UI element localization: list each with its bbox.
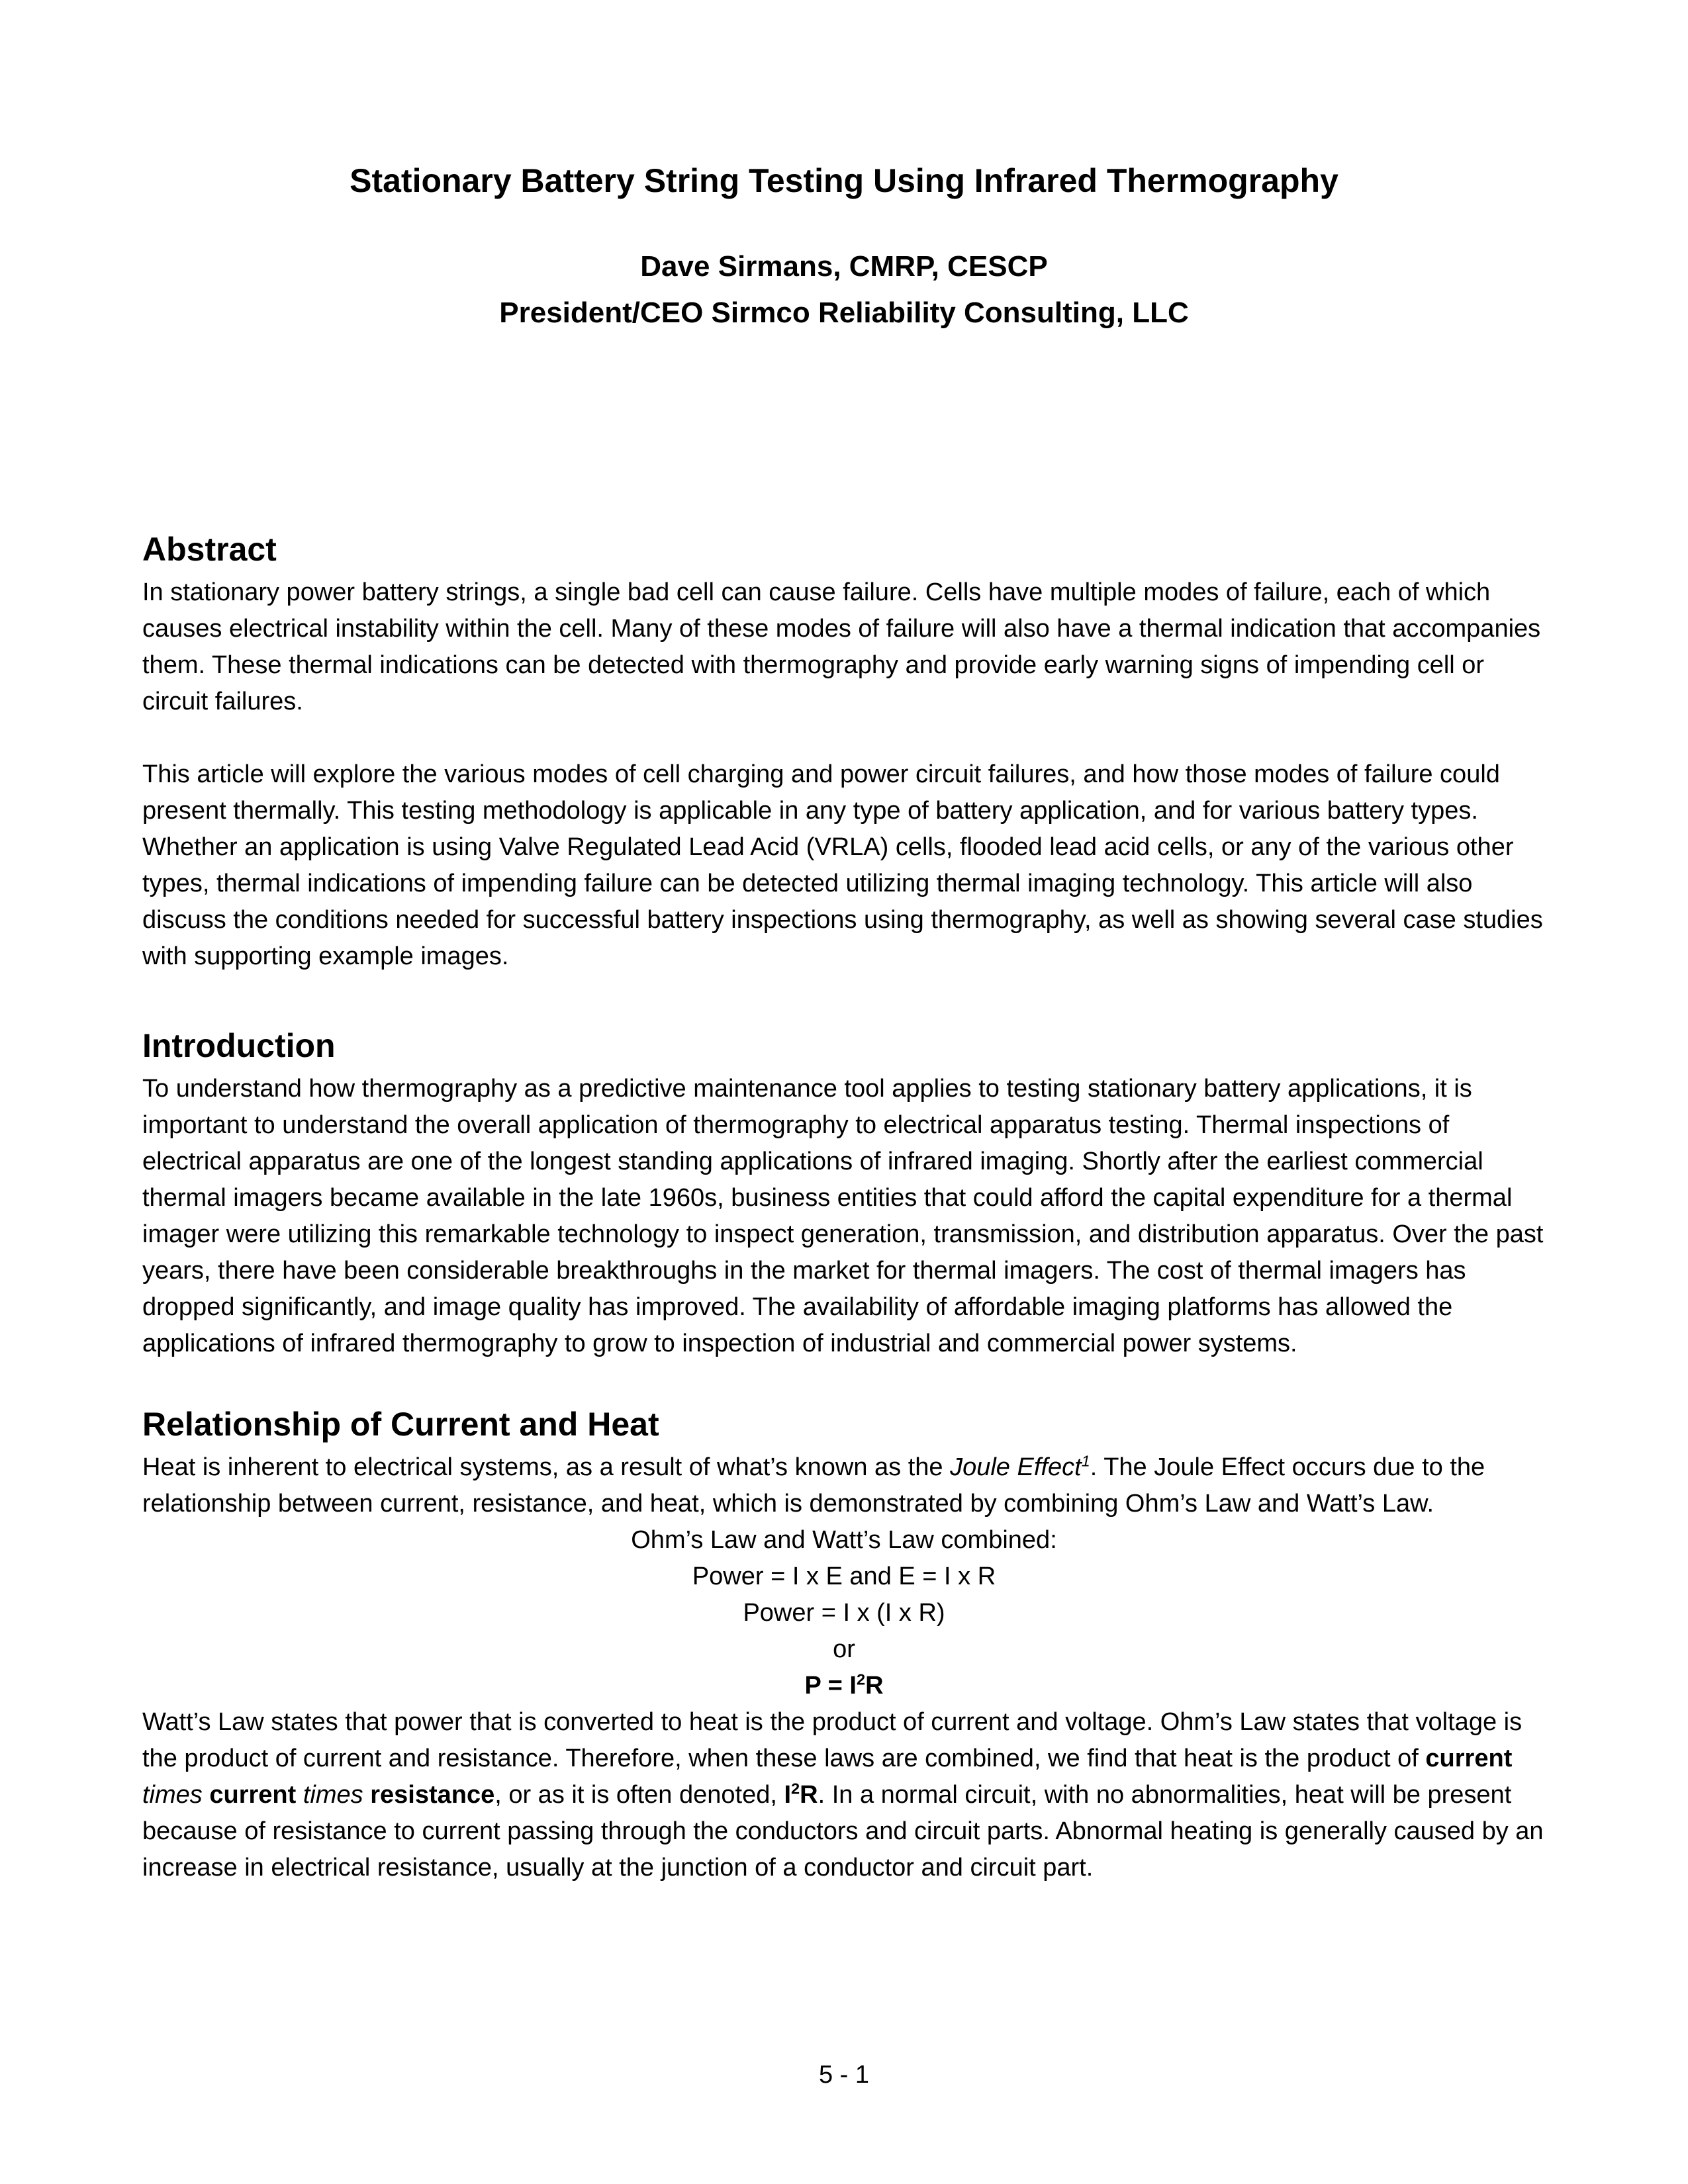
relationship-paragraph-1: Heat is inherent to electrical systems, as a result of what’s known as the Joule Effect$^1$. The Joule Effect occurs due to the relationship between current, resistance, and heat, which is demonstrated by combining Ohm’s Law and Watt’s Law. bbox=[142, 1452, 1485, 1518]
section-heading-introduction: Introduction bbox=[142, 1027, 336, 1064]
equation-block bbox=[142, 1522, 1546, 1704]
author-line: Dave Sirmans, CMRP, CESCP bbox=[640, 250, 1048, 283]
equation-line-1: Power = I x E and E = I x R bbox=[692, 1563, 996, 1590]
author-block bbox=[142, 244, 1546, 336]
abstract-paragraph-2: This article will explore the various modes of cell charging and power circuit failures, and how those modes of failure could present thermally. This testing methodology is applicable in any type of battery application, and for various battery types. Whether an application is using Valve Regulated Lead Acid (VRLA) cells, flooded lead acid cells, or any of the various other types, thermal indications of impending failure can be detected utilizing thermal imaging technology. This article will also discuss the conditions needed for successful battery inspections using thermography, as well as showing several case studies with supporting example images. bbox=[142, 760, 1543, 970]
relationship-paragraph-2: Watt’s Law states that power that is converted to heat is the product of current and voltage. Ohm’s Law states that voltage is the product of current and resistance. Therefore, when these laws are combined, we find that heat is the product of current times current times resistance, or as it is often denoted, $I^2R$. In a normal circuit, with no abnormalities, heat will be present because of resistance to current passing through the conductors and circuit parts. Abnormal heating is generally caused by an increase in electrical resistance, usually at the junction of a conductor and circuit part. bbox=[142, 1708, 1544, 1882]
page-number: 5 - 1 bbox=[818, 2061, 870, 2089]
page-content bbox=[0, 159, 1688, 1886]
abstract-paragraph-1: In stationary power battery strings, a single bad cell can cause failure. Cells have multiple modes of failure, each of which causes electrical instability within the cell. Many of these modes of failure will also have a thermal indication that accompanies them. These thermal indications can be detected with thermography and provide early warning signs of impending cell or circuit failures. bbox=[142, 578, 1541, 715]
equation-or: or bbox=[833, 1635, 855, 1663]
equation-caption: Ohm’s Law and Watt’s Law combined: bbox=[631, 1526, 1057, 1554]
introduction-paragraph-1: To understand how thermography as a predictive maintenance tool applies to testing stationary battery applications, it is important to understand the overall application of thermography to electrical apparatus testing. Thermal inspections of electrical apparatus are one of the longest standing applications of infrared imaging. Shortly after the earliest commercial thermal imagers became available in the late 1960s, business entities that could afford the capital expenditure for a thermal imager were utilizing this remarkable technology to inspect generation, transmission, and distribution apparatus. Over the past years, there have been considerable breakthroughs in the market for thermal imagers. The cost of thermal imagers has dropped significantly, and image quality has improved. The availability of affordable imaging platforms has allowed the applications of infrared thermography to grow to inspection of industrial and commercial power systems. bbox=[142, 1075, 1544, 1357]
section-heading-abstract: Abstract bbox=[142, 531, 277, 568]
equation-line-2: Power = I x (I x R) bbox=[743, 1599, 945, 1627]
page-title: Stationary Battery String Testing Using Infrared Thermography bbox=[350, 162, 1338, 199]
section-heading-relationship: Relationship of Current and Heat bbox=[142, 1406, 659, 1443]
equation-final: $P = I^2R$ bbox=[804, 1670, 884, 1700]
affiliation-line: President/CEO Sirmco Reliability Consulting, LLC bbox=[499, 296, 1189, 329]
